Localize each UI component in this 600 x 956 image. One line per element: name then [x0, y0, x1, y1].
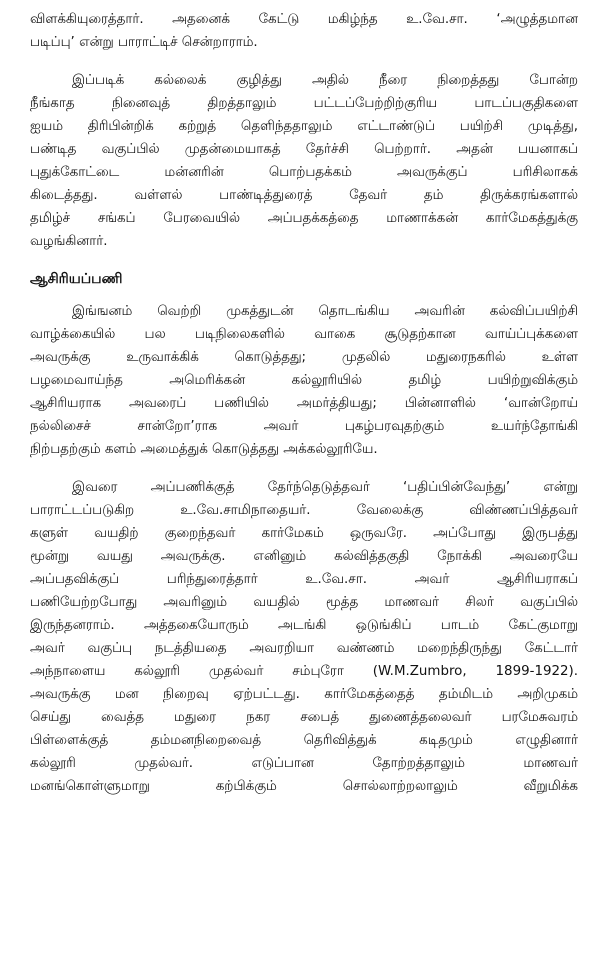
text-line: அவர் வகுப்பு நடத்தியதை அவரறியா வண்ணம் மறைந்திருந்து கேட்டார்	[30, 641, 578, 656]
text-line: கல்லூரி முதல்வர். எடுப்பான தோற்றத்தாலும் மாணவர்	[30, 756, 578, 771]
text-line: புதுக்கோட்டை மன்னரின் பொற்பதக்கம் அவருக்குப் பரிசிலாகக்	[30, 165, 578, 180]
paragraph-2	[30, 69, 578, 253]
paragraph-1	[30, 8, 578, 54]
text-line: நிற்பதற்கும் களம் அமைத்துக் கொடுத்தது அக்கல்லூரியே.	[30, 442, 378, 457]
text-line: இவரை அப்பணிக்குத் தேர்ந்தெடுத்தவர் ‘பதிப்பின்வேந்து’ என்று	[72, 480, 578, 495]
text-line: ஐயம் திரிபின்றிக் கற்றுத் தெளிந்ததாலும் எட்டாண்டுப் பயிற்சி முடித்து,	[30, 119, 578, 134]
text-line: மூன்று வயது அவருக்கு. எனினும் கல்வித்தகுதி நோக்கி அவரையே	[30, 549, 578, 564]
text-line: பண்டித வகுப்பில் முதன்மையாகத் தேர்ச்சி பெற்றார். அதன் பயனாகப்	[30, 142, 578, 157]
text-line: நல்லிசைச் சான்றோ’ராக அவர் புகழ்பரவுதற்கும் உயர்ந்தோங்கி	[30, 419, 578, 434]
text-line: பழமைவாய்ந்த அமெரிக்கன் கல்லூரியில் தமிழ் பயிற்றுவிக்கும்	[30, 373, 578, 388]
text-line: அப்பதவிக்குப் பரிந்துரைத்தார் உ.வே.சா. அவர் ஆசிரியராகப்	[30, 572, 578, 587]
text-line: படிப்பு’ என்று பாராட்டிச் சென்றாராம்.	[30, 35, 258, 50]
text-line: அந்நாளைய கல்லூரி முதல்வர் சம்புரோ (W.M.Zumbro, 1899-1922).	[30, 664, 578, 679]
section-heading: ஆசிரியப்பணி	[30, 271, 123, 287]
text-line: பிள்ளைக்குத் தம்மனநிறைவைத் தெரிவித்துக் கடிதமும் எழுதினார்	[30, 733, 578, 748]
text-line: செய்து வைத்த மதுரை நகர சபைத் துணைத்தலைவர் பரமேசுவரம்	[30, 710, 578, 725]
document-page	[30, 8, 578, 798]
text-line: வாழ்க்கையில் பல படிநிலைகளில் வாகை சூடுதற்கான வாய்ப்புக்களை	[30, 327, 578, 342]
text-line: வழங்கினார்.	[30, 234, 108, 249]
paragraph-3	[30, 300, 578, 461]
text-line: அவருக்கு உருவாக்கிக் கொடுத்தது; முதலில் மதுரைநகரில் உள்ள	[30, 350, 578, 365]
text-line: நீங்காத நினைவுத் திறத்தாலும் பட்டப்பேற்றிற்குரிய பாடப்பகுதிகளை	[30, 96, 578, 111]
text-line: அவருக்கு மன நிறைவு ஏற்பட்டது. கார்மேகத்தைத் தம்மிடம் அறிமுகம்	[30, 687, 578, 702]
paragraph-4	[30, 476, 578, 798]
text-line: இப்படிக் கல்லைக் குழித்து அதில் நீரை நிறைத்தது போன்ற	[72, 73, 578, 88]
text-line: பணியேற்றபோது அவரினும் வயதில் மூத்த மாணவர் சிலர் வகுப்பில்	[30, 595, 578, 610]
text-line: கிடைத்தது. வள்ளல் பாண்டித்துரைத் தேவர் தம் திருக்கரங்களால்	[30, 188, 578, 203]
text-line: ஆசிரியராக அவரைப் பணியில் அமர்த்தியது; பின்னாளில் ‘வான்றோய்	[30, 396, 578, 411]
text-line: மனங்கொள்ளுமாறு கற்பிக்கும் சொல்லாற்றலாலும் வீறுமிக்க	[30, 779, 578, 794]
text-line: தமிழ்ச் சங்கப் பேரவையில் அப்பதக்கத்தை மாணாக்கன் கார்மேகத்துக்கு	[30, 211, 578, 226]
text-line: இங்ஙனம் வெற்றி முகத்துடன் தொடங்கிய அவரின் கல்விப்பயிற்சி	[72, 304, 578, 319]
text-line: இருந்தனராம். அத்தகையோரும் அடங்கி ஒடுங்கிப் பாடம் கேட்குமாறு	[30, 618, 578, 633]
text-line: களுள் வயதிற் குறைந்தவர் கார்மேகம் ஒருவரே. அப்போது இருபத்து	[30, 526, 578, 541]
text-line: விளக்கியுரைத்தார். அதனைக் கேட்டு மகிழ்ந்த உ.வே.சா. ‘அழுத்தமான	[30, 12, 578, 27]
text-line: பாராட்டப்படுகிற உ.வே.சாமிநாதையர். வேலைக்கு விண்ணப்பித்தவர்	[30, 503, 578, 518]
